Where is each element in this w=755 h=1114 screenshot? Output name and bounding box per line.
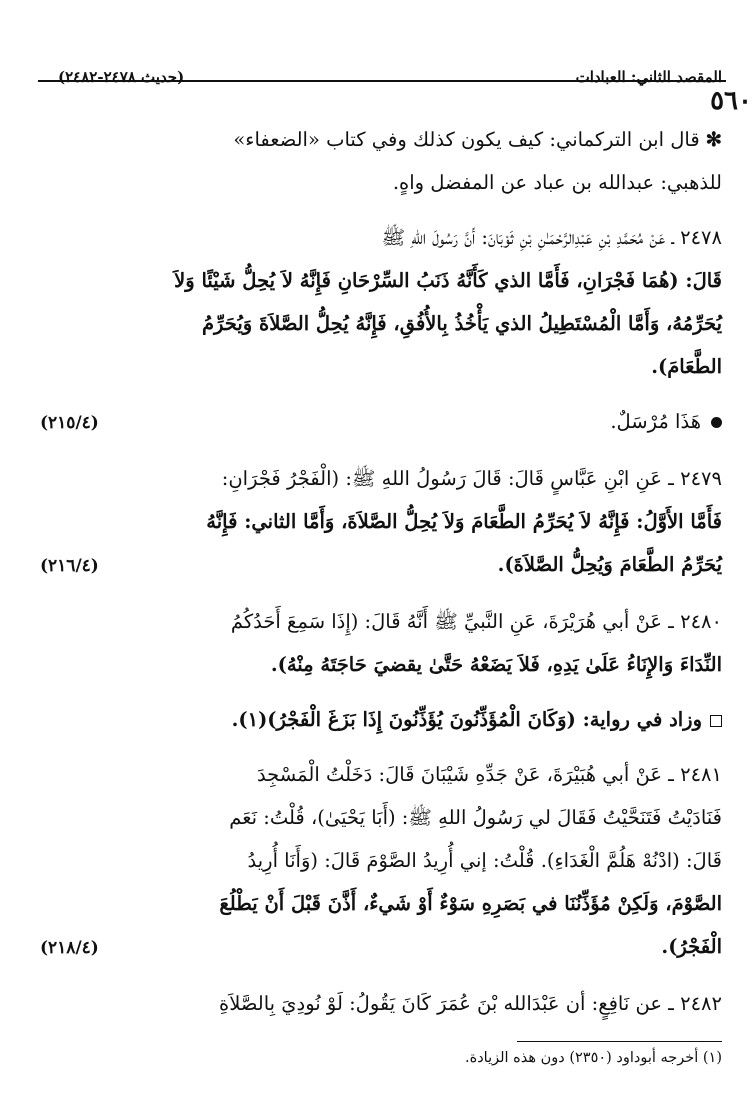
hadith-2478 <box>40 216 722 388</box>
hadith-2479-line-3: يُحَرِّمُ الطَّعَامَ وَيُحِلُّ الصَّلاَةَ). <box>497 553 722 576</box>
hadith-2481-line-1: ٢٤٨١ ـ عَنْ أبي هُبَيْرَةَ، عَنْ جَدِّهِ شَيْبَانَ قَالَ: دَخَلْتُ الْمَسْجِدَ <box>256 763 722 786</box>
hadith-2480-addition-text: وزاد في رواية: (وَكَانَ الْمُؤَذِّنُونَ يُؤَذِّنُونَ إِذَا بَزَغَ الْفَجْرُ)(١). <box>231 708 702 731</box>
note-line-2: للذهبي: عبدالله بن عباد عن المفضل واهٍ. <box>392 171 722 194</box>
hadith-2482-line-1: ٢٤٨٢ ـ عن نَافِعٍ: أن عَبْدَالله بْنَ عُمَرَ كَانَ يَقُولُ: لَوْ نُودِيَ بِالصَّلاَةِ <box>218 992 722 1015</box>
hadith-2479-last-line <box>40 543 722 588</box>
hadith-2478-line-1: ٢٤٧٨ ـ عَنْ مُحَمَّدِ بْنِ عَبْدِالرَّحْمَـٰنِ بْنِ ثَوْبَانَ: أَنَّ رَسُولَ اللهِ ﷺ <box>381 226 722 249</box>
note-paragraph <box>40 118 722 204</box>
hadith-2479 <box>40 457 722 543</box>
body-text <box>40 118 722 1025</box>
asterisk-icon: ✻ <box>705 128 722 151</box>
hadith-2482 <box>40 982 722 1025</box>
hadith-2481 <box>40 753 722 925</box>
hadith-2480 <box>40 600 722 686</box>
running-head <box>38 40 752 116</box>
hadith-2480-line-2: النِّدَاءَ وَالإِنَاءُ عَلَىٰ يَدِهِ، فَلاَ يَضَعْهُ حَتَّىٰ يقضيَ حَاجَتَهُ مِنْهُ). <box>270 653 722 676</box>
footnote: (١) أخرجه أبوداود (٢٣٥٠) دون هذه الزيادة. <box>464 1050 722 1066</box>
hadith-2478-line-4: الطَّعَامَ). <box>651 355 722 378</box>
hadith-2481-line-2: فَنَادَيْتُ فَتَنَحَّيْتُ فَقَالَ لي رَسُولُ اللهِ ﷺ: (أَبَا يَحْيَىٰ)، قُلْتُ: نَعَم <box>229 806 722 829</box>
square-icon <box>710 715 722 727</box>
hadith-2478-grading-line <box>40 400 722 445</box>
hadith-2478-ref: (٢١٥/٤) <box>40 413 99 433</box>
hadith-2478-line-2: قَالَ: (هُمَا فَجْرَانِ، فَأَمَّا الذي كَأَنَّهُ ذَنَبُ السِّرْحَانِ فَإِنَّهُ لاَ يُحِلُّ شَيْئًا وَلاَ <box>174 269 722 292</box>
section-title: المقصد الثاني: العبادات <box>575 68 722 86</box>
hadith-2480-addition <box>40 698 722 741</box>
hadith-2481-last-line <box>40 925 722 970</box>
footnote-divider <box>517 1041 722 1042</box>
hadith-range: (حديث ٢٤٧٨-٢٤٨٢) <box>58 68 185 86</box>
hadith-2481-ref: (٢١٨/٤) <box>40 938 99 958</box>
hadith-2481-line-3: قَالَ: (ادْنُهْ هَلُمَّ الْغَدَاءِ). قُلْتُ: إني أُرِيدُ الصَّوْمَ قَالَ: (وَأَنَا أُرِيدُ <box>247 849 722 872</box>
hadith-2479-ref: (٢١٦/٤) <box>40 556 99 576</box>
hadith-2478-grading: هَذَا مُرْسَلٌ. <box>610 410 701 433</box>
hadith-2478-line-3: يُحَرِّمُهُ، وَأَمَّا الْمُسْتَطِيلُ الذي يَأْخُذُ بِالأُفُقِ، فَإِنَّهُ يُحِلُّ الصَّلاَةَ وَيُحَرِّمُ <box>201 312 722 335</box>
hadith-2480-line-1: ٢٤٨٠ ـ عَنْ أبي هُرَيْرَةَ، عَنِ النَّبيِّ ﷺ أَنَّهُ قَالَ: (إِذَا سَمِعَ أَحَدُكُمُ <box>230 610 722 633</box>
page-number: ٥٦٠ <box>710 86 752 116</box>
hadith-2481-line-4: الصَّوْمَ، وَلَكِنْ مُؤَذِّنُنَا في بَصَرِهِ سَوْءٌ أَوْ شَيءٌ، أَذَّنَ قَبْلَ أَنْ يَطْلُعَ <box>219 892 722 915</box>
note-line-1: قال ابن التركماني: كيف يكون كذلك وفي كتاب «الضعفاء» <box>233 128 700 151</box>
hadith-2481-line-5: الْفَجْرُ). <box>661 935 722 958</box>
hadith-2479-line-2: فَأَمَّا الأَوَّلُ: فَإِنَّهُ لاَ يُحَرِّمُ الطَّعَامَ وَلاَ يُحِلُّ الصَّلاَةَ، وَأَمَّا الثاني: فَإِنَّهُ <box>206 510 722 533</box>
bullet-icon <box>711 417 722 428</box>
book-page <box>38 40 752 1066</box>
hadith-2479-line-1: ٢٤٧٩ ـ عَنِ ابْنِ عَبَّاسٍ قَالَ: قَالَ رَسُولُ اللهِ ﷺ: (الْفَجْرُ فَجْرَانِ: <box>221 467 722 490</box>
